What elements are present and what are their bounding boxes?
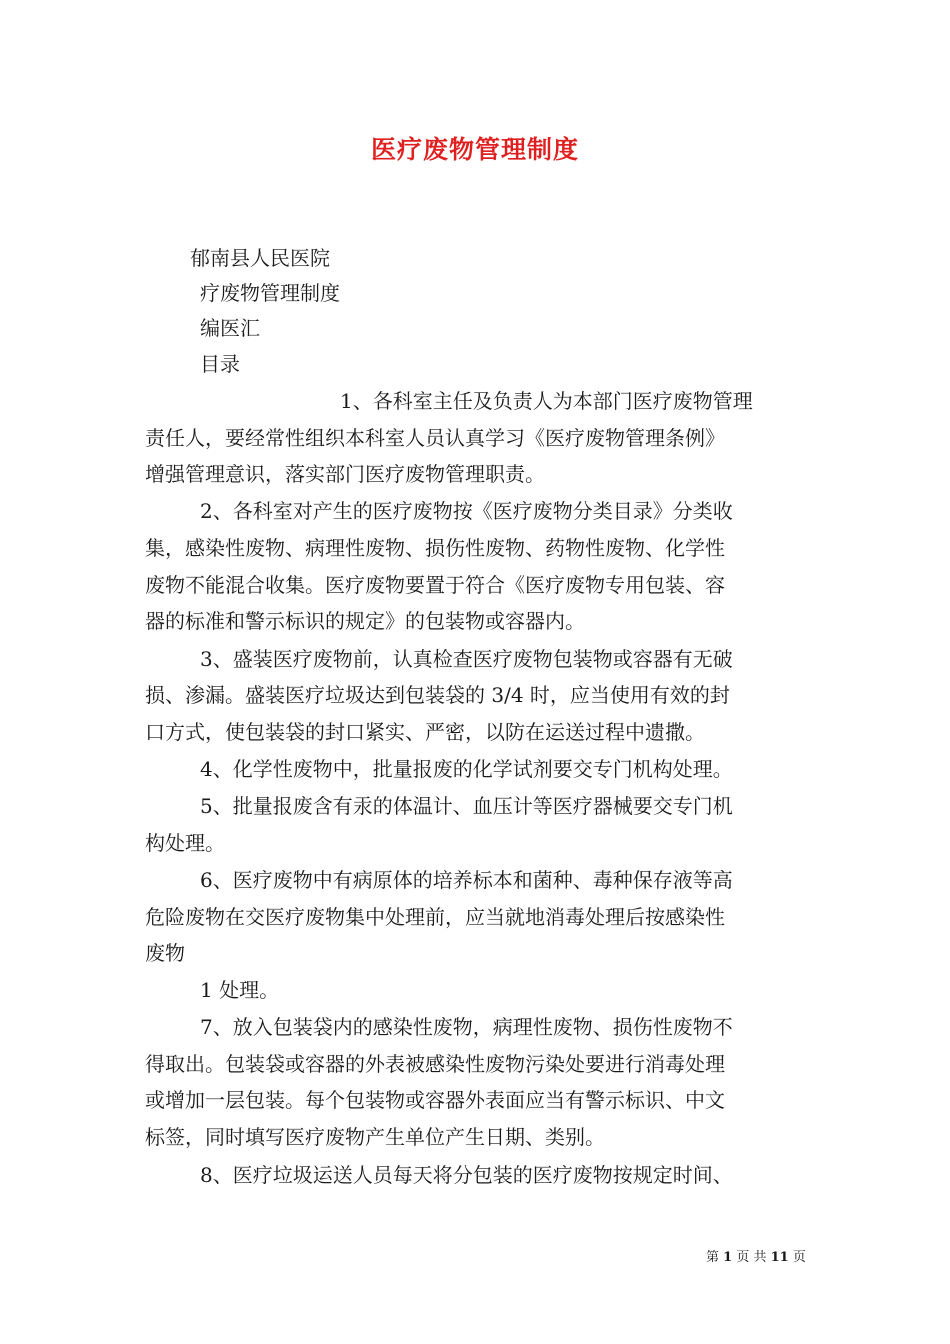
body-line: 3、盛装医疗废物前，认真检查医疗废物包装物或容器有无破 <box>200 647 733 671</box>
body-line: 危险废物在交医疗废物集中处理前，应当就地消毒处理后按感染性 <box>145 905 725 929</box>
body-line: 8、医疗垃圾运送人员每天将分包装的医疗废物按规定时间、 <box>200 1163 733 1187</box>
document-title: 医疗废物管理制度 <box>370 135 579 164</box>
body-line: 1 处理。 <box>200 978 280 1002</box>
body-line: 器的标准和警示标识的规定》的包装物或容器内。 <box>145 609 585 633</box>
footer-current-page: 1 <box>723 1250 733 1265</box>
header-line-subtitle: 疗废物管理制度 <box>200 281 340 305</box>
footer-prefix: 第 <box>706 1250 720 1265</box>
header-line-hospital: 郁南县人民医院 <box>190 246 330 270</box>
body-line: 废物 <box>145 941 185 965</box>
page-footer <box>706 1248 806 1268</box>
body-line: 1、各科室主任及负责人为本部门医疗废物管理 <box>340 389 753 413</box>
footer-suffix: 页 <box>792 1250 806 1265</box>
body-line: 口方式，使包装袋的封口紧实、严密，以防在运送过程中遗撒。 <box>145 720 705 744</box>
body-line: 4、化学性废物中，批量报废的化学试剂要交专门机构处理。 <box>200 757 733 781</box>
header-line-editor: 编医汇 <box>200 316 260 340</box>
body-line: 责任人，要经常性组织本科室人员认真学习《医疗废物管理条例》 <box>145 426 725 450</box>
header-line-toc: 目录 <box>200 352 240 376</box>
footer-middle: 页 共 <box>736 1250 767 1265</box>
body-line: 2、各科室对产生的医疗废物按《医疗废物分类目录》分类收 <box>200 499 733 523</box>
body-line: 损、渗漏。盛装医疗垃圾达到包装袋的 3/4 时，应当使用有效的封 <box>145 683 730 707</box>
body-line: 5、批量报废含有汞的体温计、血压计等医疗器械要交专门机 <box>200 794 733 818</box>
body-line: 标签，同时填写医疗废物产生单位产生日期、类别。 <box>145 1125 605 1149</box>
body-line: 构处理。 <box>145 831 225 855</box>
body-line: 增强管理意识，落实部门医疗废物管理职责。 <box>145 462 545 486</box>
body-line: 或增加一层包装。每个包装物或容器外表面应当有警示标识、中文 <box>145 1088 725 1112</box>
footer-total-pages: 11 <box>770 1250 789 1265</box>
body-line: 废物不能混合收集。医疗废物要置于符合《医疗废物专用包装、容 <box>145 573 725 597</box>
body-line: 集，感染性废物、病理性废物、损伤性废物、药物性废物、化学性 <box>145 536 725 560</box>
body-line: 7、放入包装袋内的感染性废物，病理性废物、损伤性废物不 <box>200 1015 733 1039</box>
body-line: 得取出。包装袋或容器的外表被感染性废物污染处要进行消毒处理 <box>145 1052 725 1076</box>
body-line: 6、医疗废物中有病原体的培养标本和菌种、毒种保存液等高 <box>200 868 733 892</box>
